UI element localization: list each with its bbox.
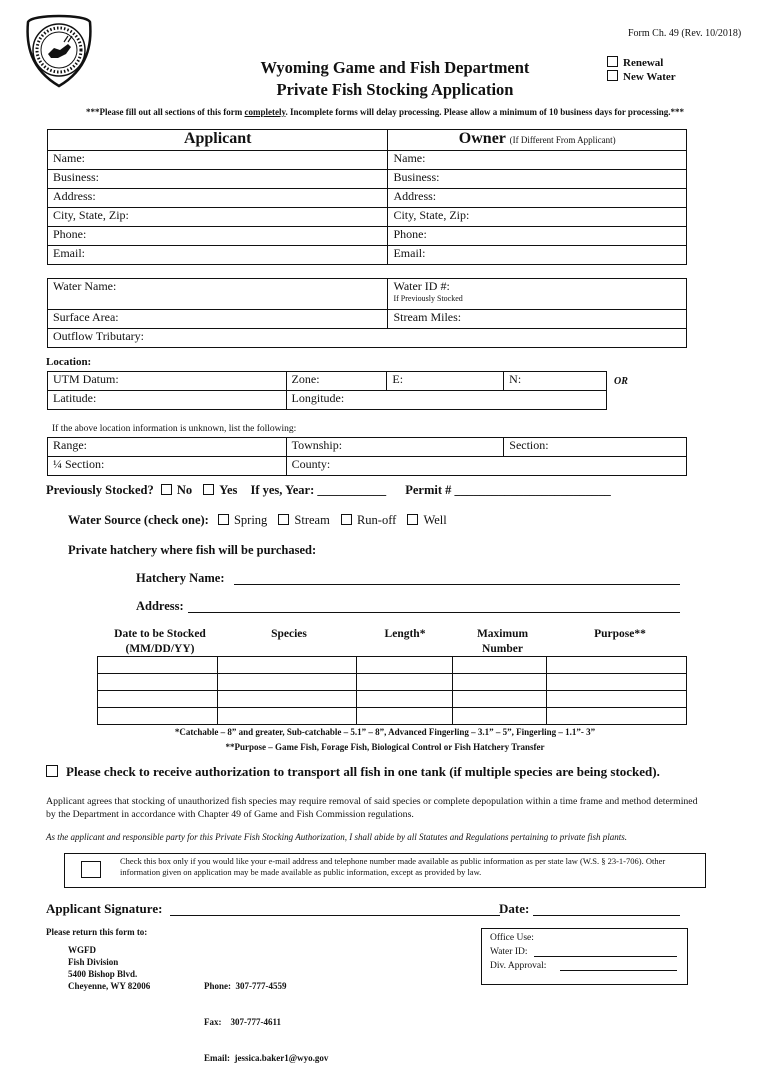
- applicant-business-field[interactable]: Business:: [48, 170, 388, 189]
- col-date-header: Date to be Stocked (MM/DD/YY): [114, 628, 206, 655]
- water-table: [47, 278, 687, 348]
- applicant-address-field[interactable]: Address:: [48, 189, 388, 208]
- or-label: OR: [614, 376, 628, 387]
- owner-email-field[interactable]: Email:: [388, 246, 687, 265]
- water-name-field[interactable]: Water Name:: [48, 279, 388, 310]
- new-water-option[interactable]: New Water: [607, 70, 676, 84]
- renewal-checkbox[interactable]: [607, 56, 618, 67]
- owner-business-field[interactable]: Business:: [388, 170, 687, 189]
- location-heading: Location:: [46, 356, 92, 368]
- surface-area-field[interactable]: Surface Area:: [48, 310, 388, 329]
- return-address: WGFD Fish Division 5400 Bishop Blvd. Cheyenne, WY 82006: [68, 945, 151, 991]
- water-id-field[interactable]: Water ID #: If Previously Stocked: [388, 279, 687, 310]
- stream-checkbox[interactable]: [278, 514, 289, 525]
- section-field[interactable]: Section:: [504, 438, 687, 457]
- applicant-city-field[interactable]: City, State, Zip:: [48, 208, 388, 227]
- responsibility-statement: As the applicant and responsible party for this Private Fish Stocking Authorization, I shall abide by all Statutes and Regulations pertaining to private fish plants.: [46, 832, 627, 842]
- signature-row: Applicant Signature: Date:: [46, 901, 680, 917]
- well-checkbox[interactable]: [407, 514, 418, 525]
- purpose-footnote: **Purpose – Game Fish, Forage Fish, Biological Control or Fish Hatchery Transfer: [225, 742, 545, 752]
- runoff-checkbox[interactable]: [341, 514, 352, 525]
- owner-address-field[interactable]: Address:: [388, 189, 687, 208]
- stocking-row: [98, 657, 687, 674]
- unknown-location-note: If the above location information is unknown, list the following:: [52, 424, 297, 434]
- public-info-box: [64, 853, 706, 888]
- col-length-header: Length*: [384, 628, 426, 640]
- permit-field[interactable]: Permit # _________________________: [405, 483, 611, 497]
- applicant-email-field[interactable]: Email:: [48, 246, 388, 265]
- signature-input[interactable]: [170, 915, 500, 916]
- page-title-line-1: Wyoming Game and Fish Department: [260, 58, 530, 77]
- applicant-name-field[interactable]: Name:: [48, 151, 388, 170]
- stocking-row: [98, 708, 687, 725]
- latitude-field[interactable]: Latitude:: [48, 391, 287, 410]
- office-approval-row: Div. Approval:: [490, 959, 679, 973]
- township-table: [47, 437, 687, 476]
- return-contact: Phone: 307-777-4559 Fax: 307-777-4611 Email: jessica.baker1@wyo.gov: [204, 981, 329, 1063]
- stocked-year-field[interactable]: If yes, Year: ___________: [250, 483, 387, 497]
- single-tank-authorization: Please check to receive authorization to transport all fish in one tank (if multiple species are being stocked).: [46, 764, 660, 780]
- hatchery-name-input[interactable]: [234, 584, 680, 585]
- office-water-id-row: Water ID:: [490, 945, 679, 959]
- completion-notice: ***Please fill out all sections of this form completely. Incomplete forms will delay processing. Please allow a minimum of 10 business days for processing.***: [86, 107, 684, 117]
- stream-miles-field[interactable]: Stream Miles:: [388, 310, 687, 329]
- owner-phone-field[interactable]: Phone:: [388, 227, 687, 246]
- hatchery-name-row: Hatchery Name:: [136, 571, 680, 586]
- col-purpose-header: Purpose**: [594, 628, 646, 640]
- stocked-yes-checkbox[interactable]: [203, 484, 214, 495]
- quarter-section-field[interactable]: ¼ Section:: [48, 457, 287, 476]
- previously-stocked-row: Previously Stocked? No Yes If yes, Year: ___________ Permit # _________________________: [46, 483, 611, 497]
- length-footnote: *Catchable – 8” and greater, Sub-catchable – 5.1” – 8”, Advanced Fingerling – 3.1” – 5”, Fingerling – 1.1”- 3”: [174, 727, 596, 737]
- public-info-text: Check this box only if you would like your e-mail address and telephone number made available as public information as per state law (W.S. § 23-1-706). Other information given on application may be made available as public information, except as provided by law.: [120, 856, 666, 877]
- col-max-number-header: Maximum Number: [476, 628, 529, 655]
- hatchery-heading: Private hatchery where fish will be purchased:: [68, 543, 317, 557]
- date-input[interactable]: [533, 915, 680, 916]
- spring-checkbox[interactable]: [218, 514, 229, 525]
- stocking-row: [98, 674, 687, 691]
- water-source-row: Water Source (check one): Spring Stream Run-off Well: [68, 513, 447, 527]
- wgfd-seal-logo: [24, 14, 94, 88]
- township-field[interactable]: Township:: [286, 438, 504, 457]
- single-tank-checkbox[interactable]: [46, 765, 58, 777]
- application-type-options: [607, 56, 676, 84]
- applicant-heading: Applicant: [48, 130, 388, 151]
- applicant-owner-table: [47, 129, 687, 265]
- applicant-phone-field[interactable]: Phone:: [48, 227, 388, 246]
- longitude-field[interactable]: Longitude:: [286, 391, 606, 410]
- stocking-row: [98, 691, 687, 708]
- public-info-checkbox[interactable]: [81, 861, 101, 878]
- utm-datum-field[interactable]: UTM Datum:: [48, 372, 287, 391]
- owner-city-field[interactable]: City, State, Zip:: [388, 208, 687, 227]
- office-water-id-input[interactable]: [534, 956, 677, 957]
- new-water-checkbox[interactable]: [607, 70, 618, 81]
- county-field[interactable]: County:: [286, 457, 686, 476]
- northing-field[interactable]: N:: [504, 372, 607, 391]
- easting-field[interactable]: E:: [387, 372, 504, 391]
- location-table: [47, 371, 607, 410]
- page-title-line-2: Private Fish Stocking Application: [276, 80, 514, 99]
- hatchery-address-input[interactable]: [188, 612, 680, 613]
- form-number: Form Ch. 49 (Rev. 10/2018): [628, 28, 742, 39]
- zone-field[interactable]: Zone:: [286, 372, 387, 391]
- renewal-option[interactable]: Renewal: [607, 56, 676, 70]
- agreement-text: Applicant agrees that stocking of unauthorized fish species may require removal of said species or complete depopulation within a time frame and method determined by the Department in accordance with Chapter 49 of Game and Fish Commission regulations.: [46, 796, 698, 820]
- col-species-header: Species: [271, 628, 307, 640]
- hatchery-address-row: Address:: [136, 599, 680, 614]
- stocked-no-checkbox[interactable]: [161, 484, 172, 495]
- stocking-table: [97, 656, 687, 725]
- office-use-box: [481, 928, 688, 985]
- office-approval-input[interactable]: [560, 970, 677, 971]
- owner-heading: Owner (If Different From Applicant): [388, 130, 687, 151]
- office-use-heading: Office Use:: [490, 933, 534, 943]
- return-heading: Please return this form to:: [46, 927, 148, 937]
- range-field[interactable]: Range:: [48, 438, 287, 457]
- outflow-field[interactable]: Outflow Tributary:: [48, 329, 687, 348]
- owner-name-field[interactable]: Name:: [388, 151, 687, 170]
